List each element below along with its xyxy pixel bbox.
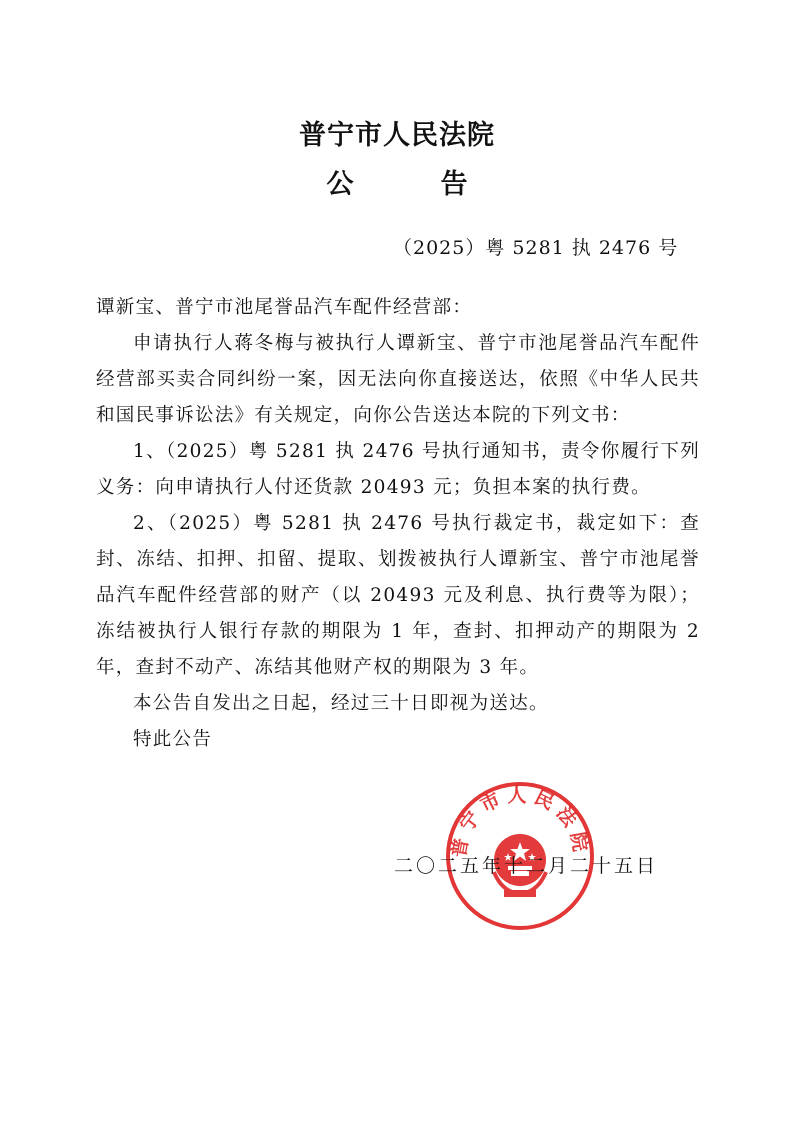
case-number: （2025）粤 5281 执 2476 号 (393, 237, 679, 259)
court-title: 普宁市人民法院 (299, 120, 495, 151)
document-item-1: 1、（2025）粤 5281 执 2476 号执行通知书，责令你履行下列义务：向申请执行人付还货款 20493 元；负担本案的执行费。 (96, 441, 700, 498)
document-item-2: 2、（2025）粤 5281 执 2476 号执行裁定书，裁定如下：查封、冻结、扣押、扣留、提取、划拨被执行人谭新宝、普宁市池尾誉品汽车配件经营部的财产（以 20493 元及利息、执行费等为限）；冻结被执行人银行存款的期限为 1 年，查封、扣押动产的期限为 2 年，查封不动产、冻结其他财产权的期限为 3 年。 (96, 513, 700, 678)
document-type-title: 公 告 (326, 169, 498, 200)
closing-statement: 特此公告 (133, 729, 213, 750)
issue-date: 二〇二五年十二月二十五日 (394, 855, 659, 877)
notice-body (96, 290, 700, 758)
paragraph-effective: 本公告自发出之日起，经过三十日即视为送达。 (133, 693, 549, 714)
paragraph-intro: 申请执行人蒋冬梅与被执行人谭新宝、普宁市池尾誉品汽车配件经营部买卖合同纠纷一案，因无法向你直接送达，依照《中华人民共和国民事诉讼法》有关规定，向你公告送达本院的下列文书： (96, 333, 700, 426)
addressee: 谭新宝、普宁市池尾誉品汽车配件经营部： (96, 297, 473, 318)
seal-text: 普宁市人民法院 (447, 784, 593, 860)
